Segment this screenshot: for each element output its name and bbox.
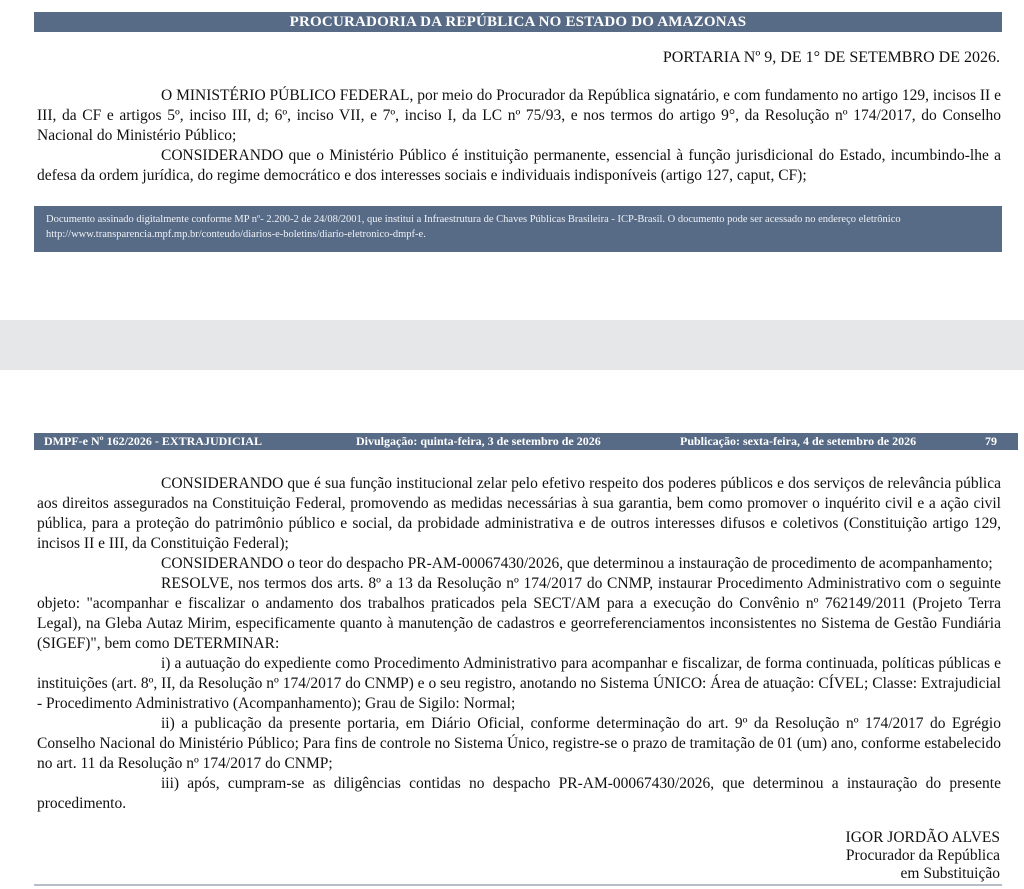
portaria-preamble xyxy=(37,86,1001,186)
divulgacao-date: Divulgação: quinta-feira, 3 de setembro de 2026 xyxy=(356,434,601,448)
institution-banner: PROCURADORIA DA REPÚBLICA NO ESTADO DO AMAZONAS xyxy=(34,12,1002,32)
paragraph: iii) após, cumpram-se as diligências contidas no despacho PR-AM-00067430/2026, que determinou a instauração do presente procedimento. xyxy=(37,775,1001,812)
portaria-body xyxy=(37,474,1001,814)
signer-role: Procurador da República xyxy=(845,847,1000,864)
paragraph: CONSIDERANDO o teor do despacho PR-AM-00067430/2026, que determinou a instauração de procedimento de acompanhamento; xyxy=(161,555,993,572)
digital-signature-note: Documento assinado digitalmente conforme MP nº- 2.200-2 de 24/08/2001, que institui a Infraestrutura de Chaves Públicas Brasileira - ICP-Brasil. O documento pode ser acessado no endereço eletrônico http://www.transparencia.mpf.mp.br/conteudo/diarios-e-boletins/diario-eletronico-dmpf-e. xyxy=(34,206,1002,252)
page-number: 79 xyxy=(985,434,997,448)
signer-status: em Substituição xyxy=(900,865,1000,882)
paragraph: CONSIDERANDO que o Ministério Público é instituição permanente, essencial à função jurisdicional do Estado, incumbindo-lhe a defesa da ordem jurídica, do regime democrático e dos interesses sociais e individuais indisponíveis (artigo 127, caput, CF); xyxy=(37,147,1001,184)
signature-block xyxy=(846,829,1000,883)
paragraph: CONSIDERANDO que é sua função institucional zelar pelo efetivo respeito dos poderes públicos e dos serviços de relevância pública aos direitos assegurados na Constituição Federal, promovendo as medidas necessárias à sua garantia, bem como promover o inquérito civil e a ação civil pública, para a proteção do patrimônio público e social, da probidade administrativa e de outros interesses difusos e coletivos (Constituição artigo 129, incisos II e III, da Constituição Federal); xyxy=(37,475,1001,552)
document-page-bottom xyxy=(0,370,1024,889)
journal-header-bar xyxy=(34,433,1018,450)
page-separator xyxy=(0,320,1024,370)
portaria-title: PORTARIA Nº 9, DE 1° DE SETEMBRO DE 2026. xyxy=(662,49,1000,66)
document-page-top xyxy=(0,0,1024,320)
paragraph: RESOLVE, nos termos dos arts. 8º a 13 da Resolução nº 174/2017 do CNMP, instaurar Procedimento Administrativo com o seguinte objeto: "acompanhar e fiscalizar o andamento dos trabalhos praticados pela SECT/AM para a execução do Convênio nº 762149/2011 (Projeto Terra Legal), na Gleba Autaz Mirim, especificamente quanto à manutenção de cadastros e georreferenciamentos inconsistentes no Sistema de Gestão Fundiária (SIGEF)", bem como DETERMINAR: xyxy=(37,575,1001,652)
paragraph: O MINISTÉRIO PÚBLICO FEDERAL, por meio do Procurador da República signatário, e com fundamento no artigo 129, incisos II e III, da CF e artigos 5º, inciso III, d; 6º, inciso VII, e 7º, inciso I, da LC nº 75/93, e nos termos do artigo 9°, da Resolução nº 174/2017, do Conselho Nacional do Ministério Público; xyxy=(37,87,1001,144)
paragraph: ii) a publicação da presente portaria, em Diário Oficial, conforme determinação do art. 9º da Resolução nº 174/2017 do Egrégio Conselho Nacional do Ministério Público; Para fins de controle no Sistema Único, registre-se o prazo de tramitação de 01 (um) ano, conforme estabelecido no art. 11 da Resolução nº 174/2017 do CNMP; xyxy=(37,715,1001,772)
paragraph: i) a autuação do expediente como Procedimento Administrativo para acompanhar e fiscalizar, de forma continuada, políticas públicas e instituições (art. 8º, II, da Resolução nº 174/2017 do CNMP) e o seu registro, anotando no Sistema ÚNICO: Área de atuação: CÍVEL; Classe: Extrajudicial - Procedimento Administrativo (Acompanhamento); Grau de Sigilo: Normal; xyxy=(37,655,1001,712)
publicacao-date: Publicação: sexta-feira, 4 de setembro de 2026 xyxy=(680,434,917,448)
edition-label: DMPF-e Nº 162/2026 - EXTRAJUDICIAL xyxy=(44,434,262,448)
signer-name: IGOR JORDÃO ALVES xyxy=(845,829,1000,846)
page-bottom-rule xyxy=(34,884,1002,886)
